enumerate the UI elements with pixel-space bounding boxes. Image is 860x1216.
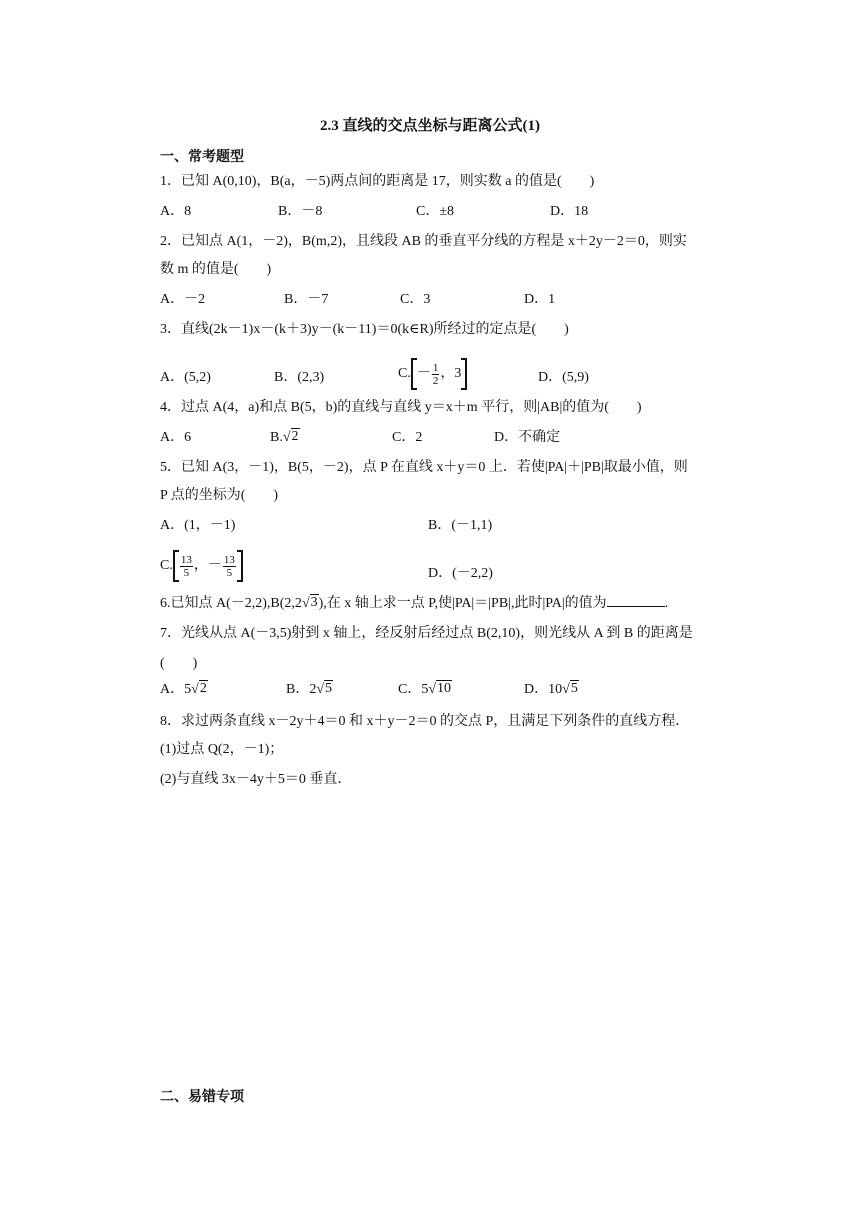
question-1-options <box>160 202 780 222</box>
option-a: A．8 <box>160 204 192 219</box>
question-2-options <box>160 290 780 310</box>
question-8-stem: 8．求过两条直线 x－2y＋4＝0 和 x＋y－2＝0 的交点 P，且满足下列条件的直线方程． <box>160 714 690 729</box>
sqrt: √ 2 <box>191 681 207 697</box>
answer-blank[interactable] <box>607 594 665 607</box>
option-c: C．2 <box>392 430 423 445</box>
option-c: C．5 √ 10 <box>398 680 452 700</box>
fraction: $\frac{1}{2}$ <box>432 361 439 387</box>
question-7-stem-line2: ( ) <box>160 656 198 671</box>
question-7-stem-line1: 7．光线从点 A(－3,5)射到 x 轴上，经反射后经过点 B(2,10)，则光线从 A 到 B 的距离是 <box>160 626 693 641</box>
option-b: B．(2,3) <box>274 370 325 385</box>
sqrt: √ 2 <box>282 429 299 445</box>
option-a: A．(1，－1) <box>160 518 236 533</box>
question-4-stem: 4．过点 A(4，a)和点 B(5，b)的直线与直线 y＝x＋m 平行，则|AB|的值为( ) <box>160 400 642 415</box>
option-a: A．(5,2) <box>160 370 211 385</box>
question-2-stem-line2: 数 m 的值是( ) <box>160 262 272 277</box>
question-5-stem-line2: P 点的坐标为( ) <box>160 488 279 503</box>
option-d: D．(－2,2) <box>428 566 493 581</box>
question-1-stem: 1．已知 A(0,10)，B(a，－5)两点间的距离是 17，则实数 a 的值是( ) <box>160 174 595 189</box>
option-d: D．(5,9) <box>538 370 589 385</box>
option-d: D．1 <box>524 292 556 307</box>
question-6-stem: 6.已知点 A(－2,2),B(2,2 √ 3 ),在 x 轴上求一点 P,使|PA|＝|PB|,此时|PA|的值为 . <box>160 594 668 614</box>
question-2-stem-line1: 2．已知点 A(1，－2)，B(m,2)，且线段 AB 的垂直平分线的方程是 x＋2y－2＝0，则实 <box>160 234 687 249</box>
option-d: D．18 <box>550 204 589 219</box>
page-title: 2.3 直线的交点坐标与距离公式(1) <box>320 118 540 134</box>
option-a: A．－2 <box>160 292 206 307</box>
option-d: D．不确定 <box>494 430 561 445</box>
fraction: $\frac{13}{5}$ <box>180 553 192 579</box>
question-3-stem: 3．直线(2k－1)x－(k＋3)y－(k－11)＝0(k∈R)所经过的定点是( ) <box>160 322 569 337</box>
option-b: B．2 √ 5 <box>286 680 333 700</box>
option-a: A．5 √ 2 <box>160 680 208 700</box>
question-5-options-row1 <box>160 516 780 536</box>
question-4-options <box>160 428 780 448</box>
option-b: B．－7 <box>284 292 329 307</box>
option-b: B．(－1,1) <box>428 518 493 533</box>
option-b: B．－8 <box>278 204 323 219</box>
question-5-stem-line1: 5．已知 A(3，－1)，B(5，－2)，点 P 在直线 x＋y＝0 上．若使|PA|＋|PB|取最小值，则 <box>160 460 688 475</box>
option-c: C．±8 <box>416 204 455 219</box>
question-8-part-2: (2)与直线 3x－4y＋5＝0 垂直． <box>160 772 352 787</box>
section-heading-error-prone: 二、易错专项 <box>160 1090 244 1105</box>
question-3-options <box>160 361 780 388</box>
question-5-options-row2 <box>160 553 780 584</box>
option-d: D．10 √ 5 <box>524 680 579 700</box>
question-7-options <box>160 680 780 700</box>
option-c: C. $\frac{13}{5}$ ， － $\frac{13}{5}$ <box>160 550 243 582</box>
option-b: B. √ 2 <box>270 428 300 448</box>
option-c: C．3 <box>400 292 431 307</box>
option-a: A．6 <box>160 430 192 445</box>
fraction: $\frac{13}{5}$ <box>223 553 235 579</box>
option-c-point: － $\frac{1}{2}$ ， 3 <box>411 358 468 390</box>
section-heading-common: 一、常考题型 <box>160 150 244 165</box>
sqrt: √ 3 <box>301 595 318 611</box>
option-c: C. － $\frac{1}{2}$ ， 3 <box>398 358 467 390</box>
sqrt: √ 10 <box>428 681 452 697</box>
sqrt: √ 5 <box>316 681 333 697</box>
sqrt: √ 5 <box>562 681 578 697</box>
question-8-part-1: (1)过点 Q(2，－1)； <box>160 742 284 757</box>
option-c-point: $\frac{13}{5}$ ， － $\frac{13}{5}$ <box>173 550 243 582</box>
